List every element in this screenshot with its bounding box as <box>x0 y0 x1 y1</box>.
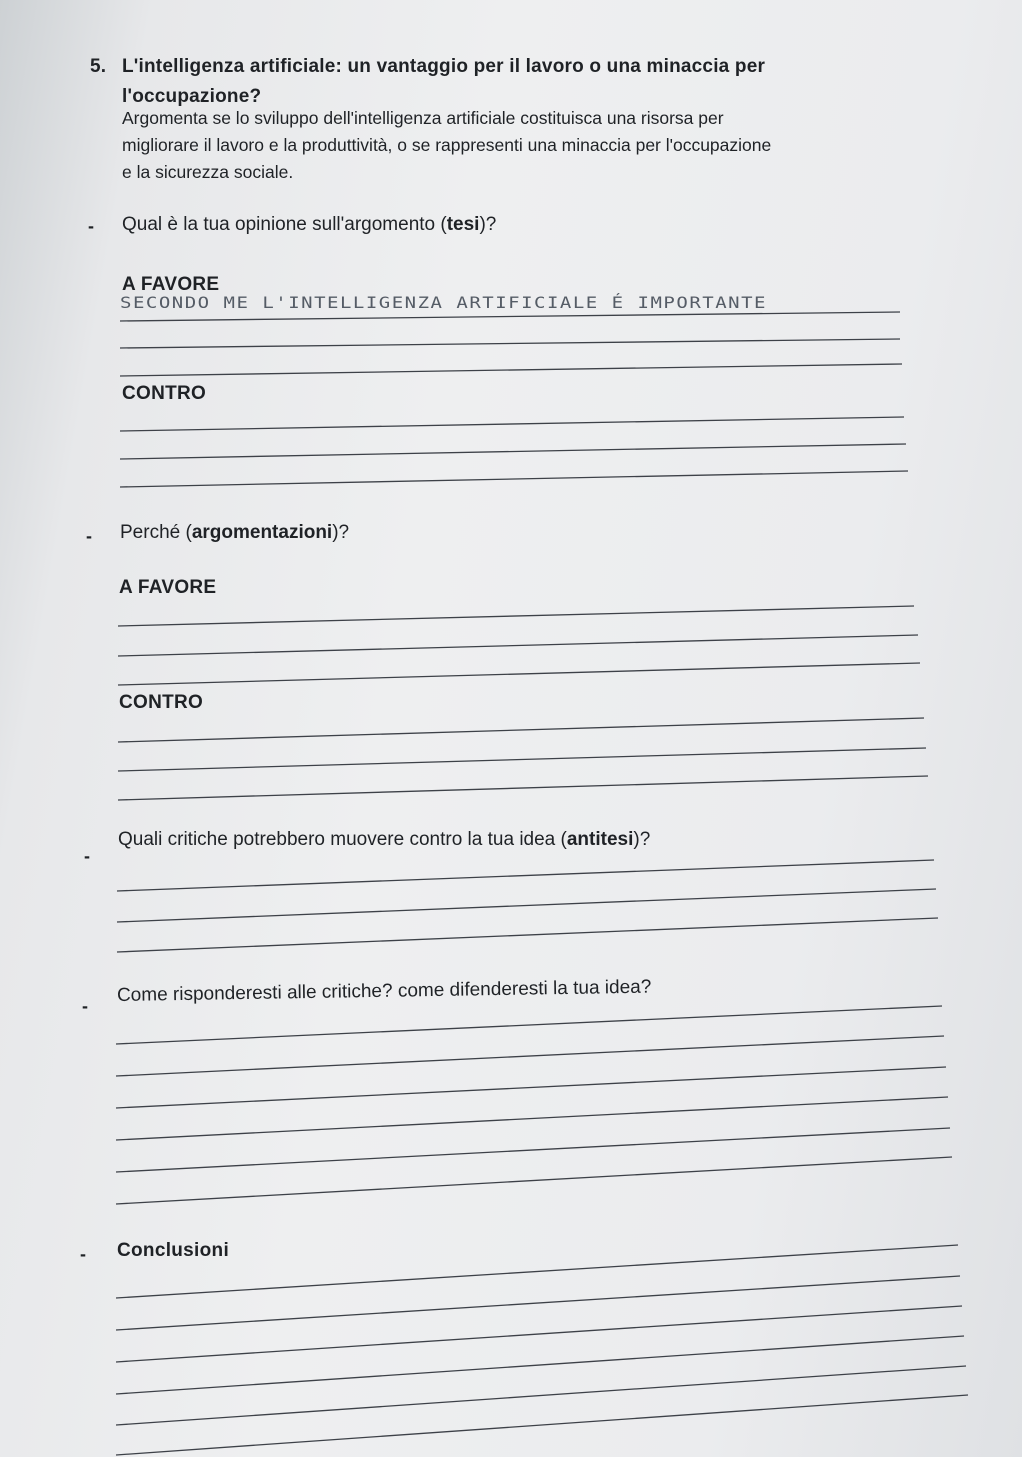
answer-line <box>120 312 900 321</box>
label-argomentazioni-favore: A FAVORE <box>119 577 217 598</box>
answer-line <box>117 889 936 922</box>
answer-line <box>116 1157 952 1204</box>
bullet-difesa: - <box>82 996 88 1016</box>
instruction-line-3: e la sicurezza sociale. <box>122 162 294 182</box>
answer-line <box>116 1366 966 1425</box>
answer-line <box>116 1395 968 1455</box>
answer-line <box>118 718 924 742</box>
question-antitesi-keyword: antitesi <box>566 829 634 850</box>
question-difesa: Come risponderesti alle critiche? come difenderesti la tua idea? <box>116 976 652 1006</box>
question-argomentazioni-keyword: argomentazioni <box>191 522 333 543</box>
answer-line <box>116 1245 958 1298</box>
answer-line <box>116 1067 946 1108</box>
question-antitesi-text: Quali critiche potrebbero muovere contro la tua idea ( <box>118 829 567 850</box>
bullet-conclusioni: - <box>80 1244 86 1264</box>
answer-line <box>116 1128 950 1172</box>
bullet-argomentazioni: - <box>86 526 92 546</box>
answer-line <box>118 606 914 626</box>
instruction-line-2: migliorare il lavoro e la produttività, o se rappresenti una minaccia per l'occupazione <box>122 135 772 155</box>
answer-line <box>120 364 902 376</box>
label-conclusioni: Conclusioni <box>117 1240 230 1261</box>
question-tesi-keyword: tesi <box>446 214 480 235</box>
question-argomentazioni-text: Perché ( <box>120 522 192 543</box>
answer-line <box>118 748 926 771</box>
answer-line <box>120 417 904 431</box>
answer-line <box>118 635 918 656</box>
question-argomentazioni-end: )? <box>332 522 350 543</box>
exercise-number: 5. <box>90 56 107 77</box>
label-tesi-contro: CONTRO <box>122 383 207 404</box>
bullet-antitesi: - <box>84 846 90 866</box>
answer-line <box>120 339 900 348</box>
label-argomentazioni-contro: CONTRO <box>119 692 204 713</box>
question-antitesi-end: )? <box>633 829 651 850</box>
exercise-title-line1: L'intelligenza artificiale: un vantaggio per il lavoro o una minaccia per <box>122 56 766 77</box>
answer-line <box>120 444 906 459</box>
question-tesi-end: )? <box>479 214 497 235</box>
answer-line <box>116 1097 948 1140</box>
handwritten-answer-tesi: SECONDO ME L'INTELLIGENZA ARTIFICIALE É IMPORTANTE <box>120 293 767 313</box>
answer-line <box>116 1276 960 1330</box>
exercise-title-line2: l'occupazione? <box>122 86 262 107</box>
answer-line <box>116 1306 962 1362</box>
answer-line <box>118 663 920 685</box>
answer-line <box>117 860 934 891</box>
answer-line <box>116 1036 944 1076</box>
label-tesi-favore: A FAVORE <box>122 274 220 295</box>
instruction-line-1: Argomenta se lo sviluppo dell'intelligenza artificiale costituisca una risorsa per <box>122 108 724 128</box>
answer-line <box>118 776 928 800</box>
answer-line <box>117 918 938 952</box>
answer-line <box>116 1006 942 1044</box>
answer-line <box>120 471 908 487</box>
bullet-tesi: - <box>88 216 94 236</box>
question-tesi-text: Qual è la tua opinione sull'argomento ( <box>122 214 447 235</box>
answer-line <box>116 1336 964 1394</box>
